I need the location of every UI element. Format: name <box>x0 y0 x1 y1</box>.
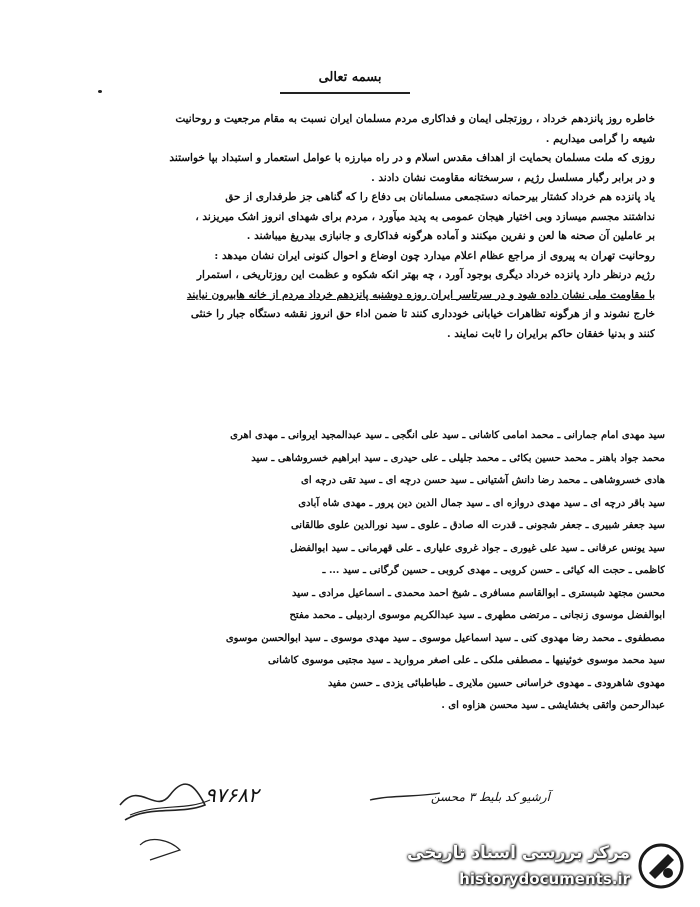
statement-line: کنند و بدنیا خفقان حاکم برایران را ثابت نمایند . <box>446 327 655 340</box>
signatory-row: هادی خسروشاهی ـ محمد رضا دانش آشتیانی ـ سید حسن درچه ای ـ سید تقی درچه ای <box>301 475 665 486</box>
signatory-row: سید یونس عرفانی ـ سید علی غیوری ـ جواد غروی علیاری ـ علی قهرمانی ـ سید ابوالفضل <box>290 542 665 554</box>
statement-line: روحانیت تهران به پیروی از مراجع عظام اعلام میدارد چون اوضاع و احوال کنونی ایران نشان میدهد : <box>214 249 655 262</box>
signatory-row: سید مهدی امام جمارانی ـ محمد امامی کاشانی ـ سید علی انگجی ـ سید عبدالمجید ایروانی ـ مهدی اهری <box>230 430 665 441</box>
statement-line-underlined: با مقاومت ملی نشان داده شود و در سرتاسر ایران روزه دوشنبه پانزدهم خرداد مردم از خانه هابیرون نیایند <box>186 288 655 301</box>
statement-line: نداشتند مجسم میسازد وبی اختیار هیجان عمومی به پدید میآورد ، مردم برای شهدای انروز اشک میریزند ، <box>195 210 655 223</box>
signatory-row: کاظمی ـ حجت اله کیائی ـ حسن کروبی ـ مهدی کروبی ـ حسین گرگانی ـ سید ... ـ <box>322 565 665 576</box>
statement-line: خاطره روز پانزدهم خرداد ، روزتجلی ایمان و فداکاری مردم مسلمان ایران نسبت به مقام مرجعیت و روحانیت <box>175 113 655 125</box>
handwritten-note: آرشیو کد بلیط ۳ محسن <box>430 790 550 804</box>
watermark-title: مرکز بررسی اسناد تاریخی <box>407 843 630 863</box>
statement-line: یاد پانزده هم خرداد کشتار بیرحمانه دستجمعی مسلمانان بی دفاع را که گناهی جز طرفداری از حق <box>225 191 655 203</box>
signatory-row: ابوالفضل موسوی زنجانی ـ مرتضی مطهری ـ سید عبدالکریم موسوی اردبیلی ـ محمد مفتح <box>289 610 665 621</box>
statement-line: شیعه را گرامی میداریم . <box>545 132 655 145</box>
signatory-row: عبدالرحمن واثقی بخشایشی ـ سید محسن هزاوه ای . <box>441 700 665 711</box>
signatory-row: محمد جواد باهنر ـ محمد حسین بکائی ـ محمد جلیلی ـ علی حیدری ـ سید ابراهیم خسروشاهی ـ سید <box>251 452 665 464</box>
statement-line: خارج نشوند و از هرگونه تظاهرات خیابانی خودداری کنند تا ضمن اداء حق انروز نقشه دستگاه جبار را خنثی <box>190 308 655 320</box>
handwritten-number: ۹۷۶۸۲ <box>205 783 259 807</box>
signatory-row: مهدوی شاهرودی ـ مهدوی خراسانی حسین ملایری ـ طباطبائی یزدی ـ حسن مفید <box>328 677 665 689</box>
signatory-row: سید جعفر شبیری ـ جعفر شجونی ـ قدرت اله صادق ـ علوی ـ سید نورالدین علوی طالقانی <box>290 520 665 531</box>
heading-underline <box>280 92 410 94</box>
archive-logo-icon <box>638 843 684 889</box>
statement-line: و در برابر رگبار مسلسل رژیم ، سرسختانه مقاومت نشان دادند . <box>371 171 655 184</box>
signatory-row: محسن مجتهد شبستری ـ ابوالقاسم مسافری ـ شیخ احمد محمدی ـ اسماعیل مرادی ـ سید <box>292 587 665 599</box>
signatory-row: مصطفوی ـ محمد رضا مهدوی کنی ـ سید اسماعیل موسوی ـ سید مهدی موسوی ـ سید ابوالحسن موسوی <box>225 632 665 644</box>
document-heading: بسمه تعالی <box>318 70 382 85</box>
signatory-row: سید محمد موسوی خوئینیها ـ مصطفی ملکی ـ علی اصغر مروارید ـ سید مجتبی موسوی کاشانی <box>267 655 665 666</box>
ink-dot <box>98 90 102 93</box>
archive-watermark <box>402 837 692 899</box>
signatories-list <box>55 425 665 718</box>
statement-body <box>55 110 655 344</box>
statement-line: بر عاملین آن صحنه ها لعن و نفرین میکنند و آماده هرگونه فداکاری و جانبازی بیدریغ میباشند . <box>246 230 655 242</box>
signatory-row: سید باقر درچه ای ـ سید مهدی دروازه ای ـ سید جمال الدین دین پرور ـ مهدی شاه آبادی <box>298 497 665 509</box>
watermark-url: historydocuments.ir <box>459 870 630 888</box>
statement-line: رژیم درنظر دارد پانزده خرداد دیگری بوجود آورد ، چه بهتر انکه شکوه و عظمت این روزتاریخی ، استمرار <box>196 269 655 281</box>
statement-line: روزی که ملت مسلمان بحمایت از اهداف مقدس اسلام و در راه مبارزه با عوامل استعمار و استبداد بپا خواستند <box>169 152 655 164</box>
